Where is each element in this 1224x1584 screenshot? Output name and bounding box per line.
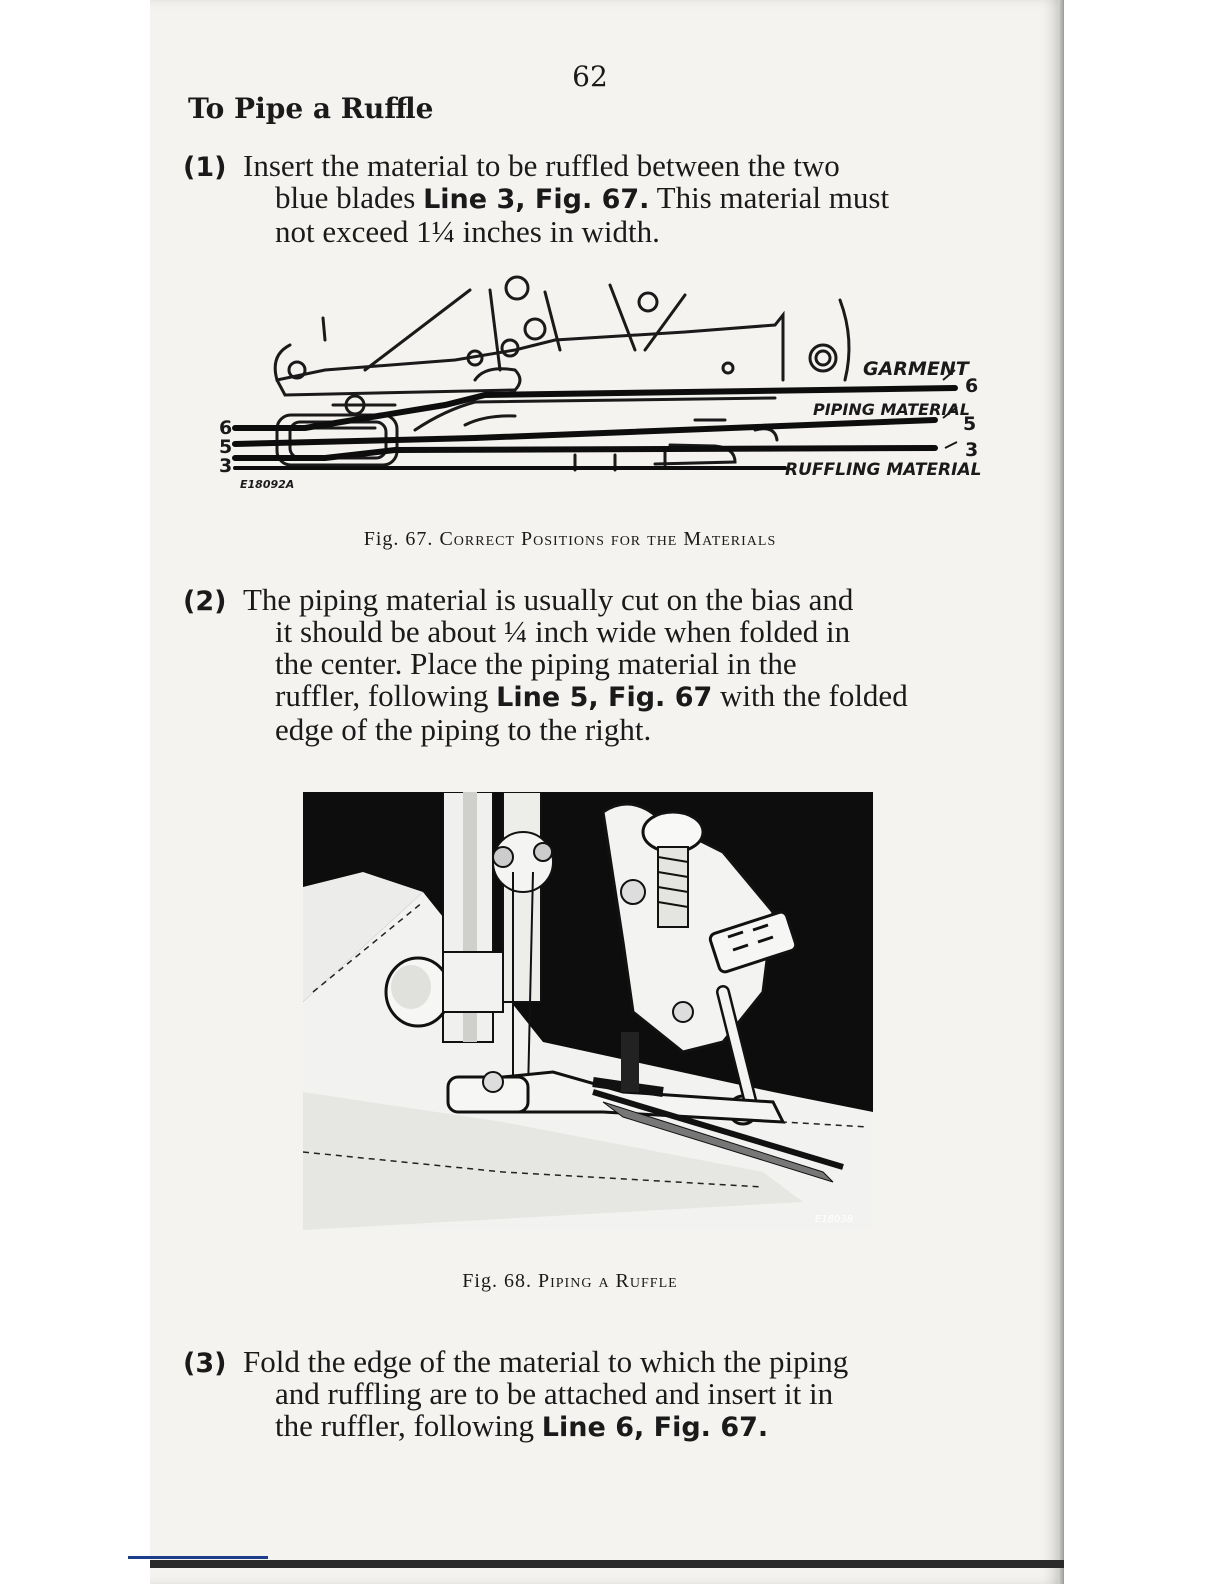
step-2-line-3: the center. Place the piping material in the xyxy=(275,646,797,681)
step-1-number: (1) xyxy=(183,152,227,183)
step-2-paragraph xyxy=(183,584,983,746)
step-3-line-1: Fold the edge of the material to which the piping xyxy=(243,1344,849,1379)
step-2-line-4: ruffler, following Line 5, Fig. 67 with the folded xyxy=(275,678,908,713)
bottom-rule-accent xyxy=(128,1556,268,1559)
figure-67-code: E18092A xyxy=(240,478,295,491)
step-1-line-1: Insert the material to be ruffled between the two xyxy=(243,148,840,183)
figure-68-code: E18038 xyxy=(815,1214,854,1225)
step-2-line-2: it should be about ¼ inch wide when folded in xyxy=(275,614,851,649)
step-1-paragraph xyxy=(183,150,983,248)
figure-reference: Line 6, Fig. 67. xyxy=(541,1412,769,1443)
figure-67-caption: Fig. 67. Correct Positions for the Materials xyxy=(363,528,777,550)
line-3-number-right: 3 xyxy=(965,439,979,461)
step-2-number: (2) xyxy=(183,586,227,617)
garment-label: GARMENT xyxy=(863,358,969,380)
figure-reference: Line 5, Fig. 67 xyxy=(496,682,713,713)
step-1-line-3: not exceed 1¼ inches in width. xyxy=(275,214,660,249)
figure-68-illustration xyxy=(303,792,873,1230)
step-3-paragraph xyxy=(183,1346,983,1444)
step-3-line-2: and ruffling are to be attached and insert it in xyxy=(275,1376,834,1411)
step-2-line-1: The piping material is usually cut on the bias and xyxy=(243,582,854,617)
step-2-line-5: edge of the piping to the right. xyxy=(275,712,652,747)
figure-reference: Line 3, Fig. 67. xyxy=(423,184,650,215)
step-3-number: (3) xyxy=(183,1348,227,1379)
section-heading: To Pipe a Ruffle xyxy=(188,92,434,125)
ruffling-material-label: RUFFLING MATERIAL xyxy=(785,460,982,480)
line-6-number-left: 6 xyxy=(219,417,233,439)
line-5-number-left: 5 xyxy=(219,436,233,458)
step-1-line-2: blue blades Line 3, Fig. 67. This material must xyxy=(275,180,890,215)
page-number: 62 xyxy=(572,60,608,93)
figure-68-caption: Fig. 68. Piping a Ruffle xyxy=(462,1270,678,1292)
piping-material-label: PIPING MATERIAL xyxy=(813,400,970,419)
line-3-number-left: 3 xyxy=(219,455,233,477)
line-6-number-right: 6 xyxy=(965,375,979,397)
page-edge xyxy=(1058,0,1064,1584)
step-3-line-3: the ruffler, following Line 6, Fig. 67. xyxy=(275,1408,769,1443)
bottom-rule xyxy=(150,1560,1064,1568)
figure-67-diagram xyxy=(215,270,985,500)
line-5-number-right: 5 xyxy=(963,413,977,435)
